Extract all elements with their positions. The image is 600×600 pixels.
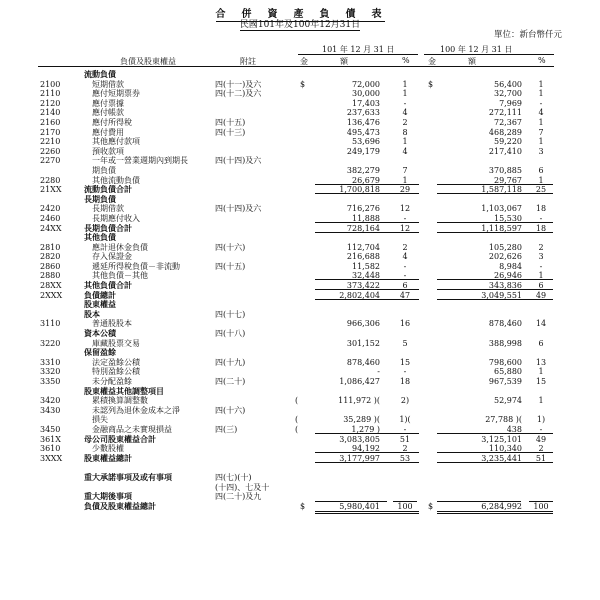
row-code: 2160 (40, 117, 61, 127)
amount-101: 966,306 (346, 319, 380, 329)
header-bottom-rule (38, 66, 554, 67)
pct-101: 1)( (399, 415, 411, 425)
row-label: 其他負債合計 (84, 280, 132, 291)
row-label: 一年或一營業週期內到期長 (92, 156, 188, 166)
row-code: 3610 (40, 444, 61, 454)
row-code: 361X (40, 434, 61, 444)
pct-101: 2 (402, 242, 408, 252)
amount-100: 15,530 (494, 213, 522, 223)
table-row (0, 406, 600, 416)
row-code: 2270 (40, 156, 61, 166)
amount-101: 2,802,404 (339, 290, 380, 300)
table-row (0, 310, 600, 320)
amount-100: 7,969 (499, 98, 522, 108)
pct-100: 7 (538, 127, 544, 137)
table-row (0, 454, 600, 464)
row-code: 3220 (40, 338, 61, 348)
open-paren: ( (295, 415, 299, 425)
pct-101: 1 (402, 137, 408, 147)
amount-101: 32,448 (352, 271, 380, 281)
pct-101: 5 (402, 338, 408, 348)
header-year-101: 101 年 12 月 31 日 (322, 45, 395, 54)
amount-100: 370,885 (488, 165, 522, 175)
amount-101: 495,473 (346, 127, 380, 137)
amount-100: 3,049,551 (481, 290, 522, 300)
row-note: 四(三) (215, 424, 238, 434)
row-label: 負債及股東權益總計 (84, 500, 156, 511)
row-label: 長期負債合計 (84, 222, 132, 233)
amount-100: 3,235,441 (481, 453, 522, 463)
pct-100: 14 (535, 319, 547, 329)
row-label: 期負債 (92, 165, 116, 175)
pct-101: 1 (402, 175, 408, 185)
amount-101: 17,403 (352, 98, 380, 108)
amount-100: 32,700 (494, 89, 522, 99)
row-label: 庫藏股票交易 (92, 338, 140, 348)
table-row (0, 415, 600, 425)
row-code: 2880 (40, 271, 61, 281)
pct-100: 49 (535, 434, 547, 444)
pct-101: - (403, 367, 407, 377)
amount-101: 136,476 (346, 117, 380, 127)
pct-100: 100 (533, 501, 549, 511)
row-label: 母公司股東權益合計 (84, 433, 156, 444)
table-row (0, 156, 600, 166)
pct-100: 18 (535, 204, 547, 214)
pct-101: - (403, 98, 407, 108)
amount-101: 5,980,401 (339, 501, 380, 511)
total-overline (437, 501, 521, 502)
pct-101: - (403, 213, 407, 223)
table-row (0, 387, 600, 397)
row-label: 應付帳款 (92, 108, 124, 118)
pct-100: - (539, 424, 543, 434)
row-label: 股東權益其他調整項目 (84, 385, 164, 396)
amount-101: 878,460 (346, 357, 380, 367)
table-row (0, 166, 600, 176)
amount-101: 53,696 (352, 137, 380, 147)
amount-101: 35,289 )( (343, 415, 380, 425)
amount-100: 202,626 (488, 252, 522, 262)
pct-100: 1 (538, 137, 544, 147)
amount-101: 249,179 (346, 146, 380, 156)
dollar-sign: $ (428, 501, 434, 511)
amount-100: 27,788 )( (485, 415, 522, 425)
amount-101: 3,177,997 (339, 453, 380, 463)
header-label: 負債及股東權益 (120, 57, 176, 66)
table-row (0, 118, 600, 128)
header-pct-100: % (538, 56, 546, 65)
amount-100: 967,539 (488, 377, 522, 386)
row-label: 應付所得稅 (92, 117, 132, 127)
amount-100: 438 (506, 424, 522, 434)
report-title: 合 併 資 產 負 債 表 (215, 9, 385, 20)
total-overline (529, 501, 553, 502)
row-label: 負債總計 (84, 289, 116, 300)
row-label: 金融商品之未實現損益 (92, 424, 172, 434)
row-label: 預收款項 (92, 146, 124, 156)
row-label: 長期借款 (92, 204, 124, 214)
row-code: 3310 (40, 357, 61, 367)
amount-100: 1,118,597 (481, 223, 522, 233)
row-label: 少數股權 (92, 444, 124, 454)
amount-100: 798,600 (488, 357, 522, 367)
row-code: 2280 (40, 175, 61, 185)
amount-100: 217,410 (488, 146, 522, 156)
row-note: (十四)、七及十 (215, 482, 270, 492)
table-row (0, 70, 600, 80)
pct-100: - (539, 213, 543, 223)
header-pct-101: % (402, 56, 410, 65)
table-row (0, 329, 600, 339)
row-note: 四(二十) (215, 377, 246, 386)
row-label: 普通股股本 (92, 319, 132, 329)
grand-total-double-underline (393, 511, 417, 514)
total-overline (315, 501, 387, 502)
pct-101: 12 (399, 204, 411, 214)
amount-101: 728,164 (346, 223, 380, 233)
row-label: 流動負債合計 (84, 184, 132, 195)
row-code: 24XX (40, 223, 62, 233)
dollar-sign: $ (300, 501, 306, 511)
pct-101: 18 (399, 377, 411, 386)
row-note: 四(十五) (215, 261, 246, 271)
amount-101: 26,679 (352, 175, 380, 185)
row-note: 四(十四)及六 (215, 156, 262, 166)
row-code: 21XX (40, 185, 62, 195)
row-note: 四(十七) (215, 309, 246, 319)
total-overline (393, 501, 417, 502)
pct-100: 49 (535, 290, 547, 300)
amount-101: 301,152 (346, 338, 380, 348)
pct-100: 3 (538, 252, 544, 262)
table-row (0, 137, 600, 147)
row-note: 四(十三) (215, 127, 246, 137)
table-row (0, 435, 600, 445)
report-date: 民國101年及100年12月31日 (239, 20, 361, 30)
amount-101: 382,279 (346, 165, 380, 175)
row-label: 重大期後事項 (84, 491, 132, 502)
pct-101: 2 (402, 117, 408, 127)
pct-100: 13 (535, 357, 547, 367)
row-code: 28XX (40, 281, 62, 291)
row-label: 重大承諾事項及或有事項 (84, 471, 172, 482)
row-label: 累積換算調整數 (92, 396, 148, 406)
pct-100: 6 (538, 338, 544, 348)
row-label: 法定盈餘公積 (92, 357, 140, 367)
header-note: 附註 (240, 57, 256, 66)
pct-100: 1 (538, 367, 544, 377)
amount-100: 29,767 (494, 175, 522, 185)
amount-100: 59,220 (494, 137, 522, 147)
table-row (0, 473, 600, 483)
pct-101: 1 (402, 79, 408, 89)
amount-100: 3,125,101 (481, 434, 522, 444)
table-row (0, 348, 600, 358)
table-row (0, 262, 600, 272)
row-note: 四(十九) (215, 357, 246, 367)
row-code: 2210 (40, 137, 61, 147)
row-code: 3420 (40, 396, 61, 406)
pct-100: 1 (538, 79, 544, 89)
row-code: 3110 (40, 319, 61, 329)
pct-101: - (403, 261, 407, 271)
row-note: 四(二十)及九 (215, 492, 262, 502)
row-code: 2810 (40, 242, 61, 252)
amount-100: 468,289 (488, 127, 522, 137)
pct-100: - (539, 261, 543, 271)
header-rule-100 (424, 54, 554, 55)
amount-101: 1,700,818 (339, 185, 380, 195)
pct-101: 1 (402, 89, 408, 99)
row-note: 四(十六) (215, 242, 246, 252)
amount-100: 105,280 (488, 242, 522, 252)
pct-101: - (403, 424, 407, 434)
table-row (0, 367, 600, 377)
pct-101: 51 (399, 434, 411, 444)
row-label: 短期借款 (92, 79, 124, 89)
row-code: 2140 (40, 108, 61, 118)
amount-101: 94,192 (352, 444, 380, 454)
amount-101: 1,279 ) (351, 424, 380, 434)
pct-100: 6 (538, 165, 544, 175)
amount-100: 8,984 (499, 261, 522, 271)
row-code: 2460 (40, 213, 61, 223)
row-label: 其他流動負債 (92, 175, 140, 185)
pct-101: 100 (397, 501, 413, 511)
row-code: 3430 (40, 405, 61, 415)
amount-100: 878,460 (488, 319, 522, 329)
pct-100: 25 (535, 185, 547, 195)
row-label: 其他負債－其他 (92, 271, 148, 281)
row-code: 2420 (40, 204, 61, 214)
pct-101: 53 (399, 453, 411, 463)
table-row (0, 80, 600, 90)
row-label: 股東權益 (84, 299, 116, 310)
amount-100: 272,111 (488, 108, 522, 118)
pct-101: 7 (402, 165, 408, 175)
row-label: 應付費用 (92, 127, 124, 137)
row-code: 3XXX (40, 453, 63, 463)
pct-100: - (539, 98, 543, 108)
amount-100: 72,367 (494, 117, 522, 127)
row-code: 3450 (40, 424, 61, 434)
table-row (0, 204, 600, 214)
amount-100: 52,974 (494, 396, 522, 406)
header-amount-100: 金 額 (428, 57, 476, 66)
amount-101: 11,888 (352, 213, 380, 223)
table-row (0, 128, 600, 138)
amount-100: 6,284,992 (481, 501, 522, 511)
amount-101: - (377, 367, 380, 377)
pct-101: 4 (402, 146, 408, 156)
pct-101: 8 (402, 127, 408, 137)
row-label: 應計退休金負債 (92, 242, 148, 252)
amount-100: 1,103,067 (481, 204, 522, 214)
row-code: 3350 (40, 377, 61, 386)
pct-100: 1 (538, 271, 544, 281)
amount-101: 3,083,805 (339, 434, 380, 444)
amount-101: 111,972 )( (338, 396, 380, 406)
row-label: 資本公積 (84, 328, 116, 339)
pct-101: 2 (402, 444, 408, 454)
amount-101: 30,000 (352, 89, 380, 99)
grand-total-double-underline (437, 511, 541, 514)
row-label: 流動負債 (84, 69, 116, 79)
row-code: 2260 (40, 146, 61, 156)
row-note: 四(十二)及六 (215, 89, 262, 99)
amount-101: 72,000 (352, 79, 380, 89)
row-note: 四(十一)及六 (215, 79, 262, 89)
table-row (0, 243, 600, 253)
pct-101: 2) (400, 396, 410, 406)
row-code: 2100 (40, 79, 61, 89)
grand-total-double-underline (529, 511, 553, 514)
row-label: 未分配盈餘 (92, 377, 132, 386)
pct-101: 15 (399, 357, 411, 367)
pct-101: 12 (399, 223, 411, 233)
amount-101: 373,422 (346, 281, 380, 291)
row-code: 2170 (40, 127, 61, 137)
pct-101: - (403, 271, 407, 281)
amount-100: 56,400 (494, 79, 522, 89)
row-note: 四(十六) (215, 405, 246, 415)
row-code: 2110 (40, 89, 61, 99)
row-label: 長期負債 (84, 193, 116, 204)
unit-label: 單位：新台幣仟元 (493, 30, 562, 40)
pct-100: 15 (535, 377, 547, 386)
header-amount-101: 金 額 (300, 57, 348, 66)
amount-100: 388,998 (488, 338, 522, 348)
pct-101: 4 (402, 252, 408, 262)
table-row (0, 396, 600, 406)
table-row (0, 99, 600, 109)
table-row (0, 108, 600, 118)
table-row (0, 233, 600, 243)
pct-101: 29 (399, 185, 411, 195)
pct-100: 1 (538, 117, 544, 127)
pct-101: 47 (399, 290, 411, 300)
row-label: 長期應付收入 (92, 213, 140, 223)
amount-101: 237,633 (346, 108, 380, 118)
pct-101: 16 (399, 319, 411, 329)
pct-101: 4 (402, 108, 408, 118)
pct-100: 6 (538, 281, 544, 291)
amount-100: 1,587,118 (481, 185, 522, 195)
row-label: 其他應付款項 (92, 137, 140, 147)
row-code: 2820 (40, 252, 61, 262)
open-paren: ( (295, 424, 299, 434)
row-label: 存入保證金 (92, 252, 132, 262)
pct-100: 3 (538, 146, 544, 156)
row-label: 應付票據 (92, 98, 124, 108)
amount-101: 716,276 (346, 204, 380, 214)
table-row (0, 195, 600, 205)
header-rule-101 (298, 54, 418, 55)
row-code: 2120 (40, 98, 61, 108)
row-label: 損失 (92, 415, 108, 425)
amount-100: 110,340 (488, 444, 522, 454)
amount-100: 26,946 (494, 271, 522, 281)
pct-100: 1) (536, 415, 546, 425)
row-label: 保留盈餘 (84, 347, 116, 358)
row-note: 四(十八) (215, 329, 246, 339)
row-label: 應付短期票券 (92, 89, 140, 99)
amount-101: 11,582 (352, 261, 380, 271)
row-note: 四(十五) (215, 117, 246, 127)
pct-100: 1 (538, 175, 544, 185)
pct-101: 6 (402, 281, 408, 291)
row-label: 其他負債 (84, 232, 116, 243)
amount-101: 216,688 (346, 252, 380, 262)
row-note: 四(十四)及六 (215, 204, 262, 214)
pct-100: 4 (538, 108, 544, 118)
row-code: 2XXX (40, 290, 63, 300)
row-label: 股本 (84, 308, 100, 319)
amount-100: 343,836 (488, 281, 522, 291)
dollar-sign: $ (428, 79, 434, 89)
row-code: 3320 (40, 367, 61, 377)
pct-100: 1 (538, 89, 544, 99)
pct-100: 18 (535, 223, 547, 233)
balance-sheet-rows (0, 70, 600, 511)
row-note: 四(七)(十) (215, 472, 252, 482)
amount-101: 112,704 (346, 242, 380, 252)
table-row (0, 89, 600, 99)
table-row (0, 502, 600, 512)
pct-100: 51 (535, 453, 547, 463)
pct-100: 1 (538, 396, 544, 406)
row-code: 2860 (40, 261, 61, 271)
dollar-sign: $ (300, 79, 306, 89)
table-row (0, 252, 600, 262)
row-label: 特別盈餘公積 (92, 367, 140, 377)
open-paren: ( (295, 396, 299, 406)
pct-100: 2 (538, 242, 544, 252)
header-year-100: 100 年 12 月 31 日 (440, 45, 513, 54)
row-label: 遞延所得稅負債－非流動 (92, 261, 180, 271)
row-label: 股東權益總計 (84, 452, 132, 463)
row-label: 未認列為退休金成本之淨 (92, 405, 180, 415)
amount-100: 65,880 (494, 367, 522, 377)
pct-100: 2 (538, 444, 544, 454)
table-row (0, 358, 600, 368)
table-row (0, 147, 600, 157)
amount-101: 1,086,427 (339, 377, 380, 386)
